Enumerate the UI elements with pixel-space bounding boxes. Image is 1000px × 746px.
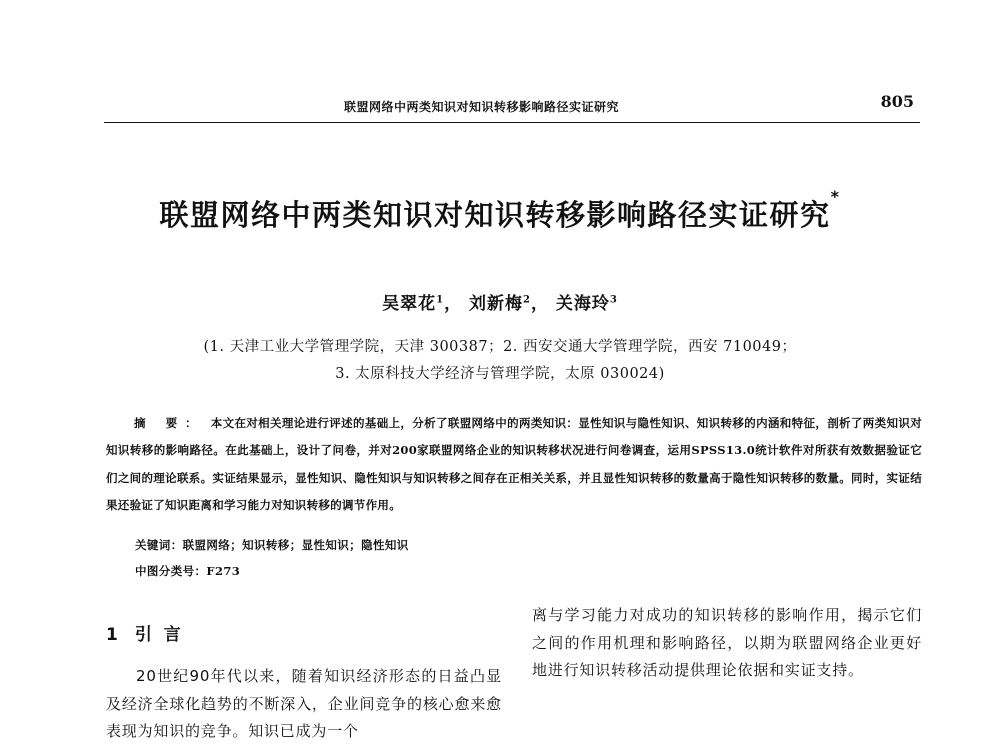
author-list [0, 289, 1000, 314]
author-separator: ， [444, 294, 463, 314]
affiliation-line-1: (1. 天津工业大学管理学院，天津 300387；2. 西安交通大学管理学院，西安 710049； [203, 339, 797, 355]
author-affil-mark: 3 [609, 294, 618, 306]
author-separator: ， [530, 294, 549, 314]
author-name: 关海玲 [555, 294, 610, 314]
section-number: 1 [106, 625, 121, 645]
running-title: 联盟网络中两类知识对知识转移影响路径实证研究 [344, 100, 620, 114]
section-title: 引 言 [134, 625, 184, 645]
author-name: 吴翠花 [382, 294, 437, 314]
author-affil-mark: 1 [436, 294, 445, 306]
classification-value: F273 [206, 564, 241, 578]
section-heading [106, 620, 502, 645]
abstract [106, 410, 922, 519]
left-column [106, 620, 502, 746]
running-header [104, 92, 920, 123]
paper-title-text: 联盟网络中两类知识对知识转移影响路径实证研究 [159, 198, 831, 232]
author-affil-mark: 2 [523, 294, 531, 306]
keywords-value: 联盟网络；知识转移；显性知识；隐性知识 [182, 538, 409, 552]
abstract-label: 摘 要： [134, 416, 205, 430]
page-number: 805 [880, 92, 914, 111]
body-paragraph: 20世纪90年代以来，随着知识经济形态的日益凸显及经济全球化趋势的不断深入，企业间竞争的核心愈来愈表现为知识的竞争。知识已成为一个 [106, 667, 502, 740]
keywords-label: 关键词： [135, 538, 183, 552]
paper-title [0, 187, 1000, 234]
classification-label: 中图分类号： [135, 564, 207, 578]
affiliation-line-2: 3. 太原科技大学经济与管理学院，太原 030024) [335, 366, 665, 382]
author-name: 刘新梅 [469, 294, 524, 314]
right-column [532, 602, 922, 685]
abstract-text: 本文在对相关理论进行评述的基础上，分析了联盟网络中的两类知识：显性知识与隐性知识、知识转移的内涵和特征，剖析了两类知识对知识转移的影响路径。在此基础上，设计了问卷，并对200家联盟网络企业的知识转移状况进行问卷调查，运用SPSS13.0统计软件对所获有效数据验证它们之间的理论联系。实证结果显示，显性知识、隐性知识与知识转移之间存在正相关关系，并且显性知识转移的数量高于隐性知识转移的数量。同时，实证结果还验证了知识距离和学习能力对知识转移的调节作用。 [106, 416, 922, 512]
classification-line [135, 563, 240, 579]
keywords-line [135, 537, 409, 553]
body-paragraph: 离与学习能力对成功的知识转移的影响作用，揭示它们之间的作用机理和影响路径，以期为联盟网络企业更好地进行知识转移活动提供理论依据和实证支持。 [532, 606, 922, 679]
title-footnote-mark: * [830, 187, 841, 206]
